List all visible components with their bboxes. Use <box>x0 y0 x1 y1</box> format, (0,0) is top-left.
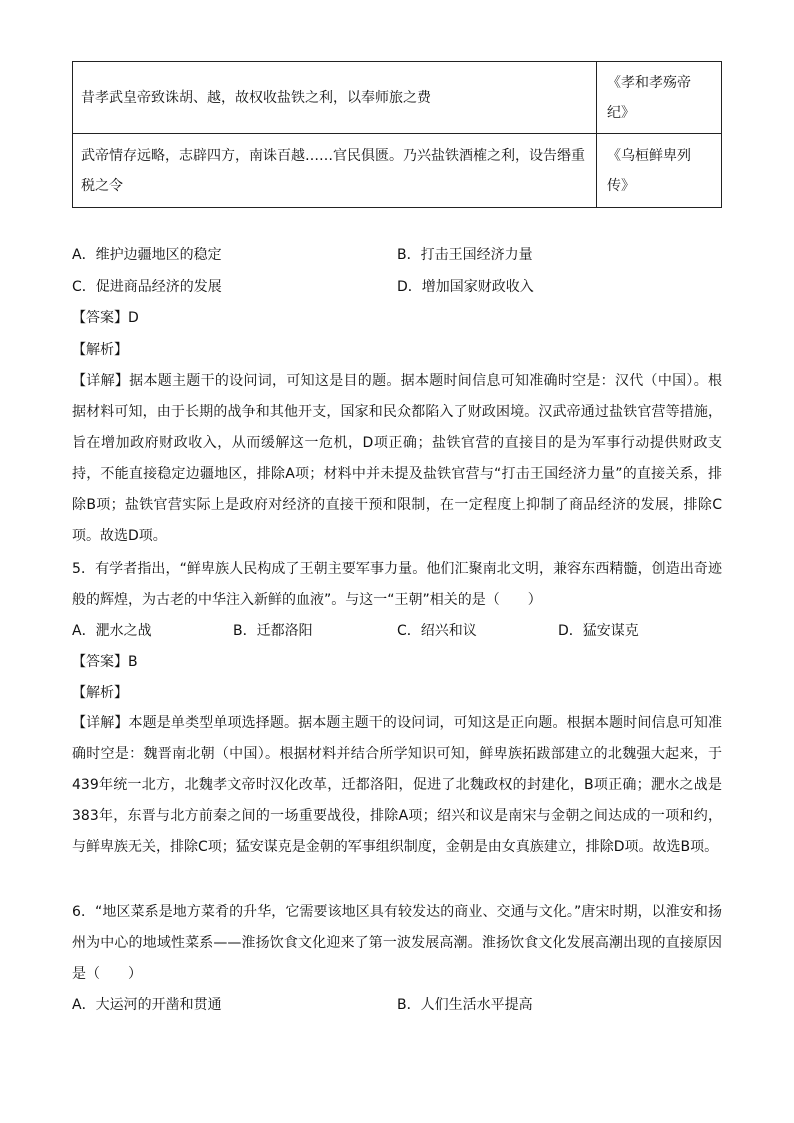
q5-analysis-label: 【解析】 <box>72 685 128 701</box>
q5-stem: 5．有学者指出，“鲜卑族人民构成了王朝主要军事力量。他们汇聚南北文明，兼容东西精髓，创造出奇迹般的辉煌，为古老的中华注入新鲜的血液”。与这一“王朝”相关的是（ ） <box>72 561 722 608</box>
q4-option-a: A．维护边疆地区的稳定 <box>72 247 222 263</box>
table-cell-text: 昔孝武皇帝致诛胡、越，故权收盐铁之利，以奉师旅之费 <box>73 62 597 134</box>
table-row <box>73 62 722 134</box>
q6-option-a: A．大运河的开凿和贯通 <box>72 997 222 1013</box>
q6-option-b: B．人们生活水平提高 <box>397 997 533 1013</box>
table-cell-source: 《乌桓鲜卑列传》 <box>597 134 722 208</box>
table-cell-text: 武帝情存远略，志辟四方，南诛百越……官民俱匮。乃兴盐铁酒榷之利，设告缗重税之令 <box>73 134 597 208</box>
q4-answer: 【答案】D <box>72 310 139 326</box>
q4-option-d: D．增加国家财政收入 <box>397 279 534 295</box>
q5-answer: 【答案】B <box>72 654 138 670</box>
table-row <box>73 134 722 208</box>
q4-analysis-label: 【解析】 <box>72 342 128 358</box>
q5-detail: 【详解】本题是单类型单项选择题。据本题主题干的设问词，可知这是正向题。根据本题时间信息可知准确时空是：魏晋南北朝（中国）。根据材料并结合所学知识可知，鲜卑族拓跋部建立的北魏强大起来，于439年统一北方，北魏孝文帝时汉化改革，迁都洛阳，促进了北魏政权的封建化，B项正确；淝水之战是383年，东晋与北方前秦之间的一场重要战役，排除A项；绍兴和议是南宋与金朝之间达成的一项和约，与鲜卑族无关，排除C项；猛安谋克是金朝的军事组织制度，金朝是由女真族建立，排除D项。故选B项。 <box>72 715 722 855</box>
q5-option-b: B．迁都洛阳 <box>233 623 313 639</box>
q5-option-a: A．淝水之战 <box>72 623 152 639</box>
q4-option-c: C．促进商品经济的发展 <box>72 279 222 295</box>
source-table <box>72 61 722 208</box>
q6-stem: 6．“地区菜系是地方菜肴的升华，它需要该地区具有较发达的商业、交通与文化。”唐宋时期，以淮安和扬州为中心的地域性菜系——淮扬饮食文化迎来了第一波发展高潮。淮扬饮食文化发展高潮出现的直接原因是（ ） <box>72 904 722 982</box>
q5-option-d: D．猛安谋克 <box>558 623 639 639</box>
q5-option-c: C．绍兴和议 <box>397 623 477 639</box>
q4-option-b: B．打击王国经济力量 <box>397 247 533 263</box>
table-cell-source: 《孝和孝殇帝纪》 <box>597 62 722 134</box>
q4-detail: 【详解】据本题主题干的设问词，可知这是目的题。据本题时间信息可知准确时空是：汉代（中国）。根据材料可知，由于长期的战争和其他开支，国家和民众都陷入了财政困境。汉武帝通过盐铁官营等措施，旨在增加政府财政收入，从而缓解这一危机，D项正确；盐铁官营的直接目的是为军事行动提供财政支持，不能直接稳定边疆地区，排除A项；材料中并未提及盐铁官营与“打击王国经济力量”的直接关系，排除B项；盐铁官营实际上是政府对经济的直接干预和限制，在一定程度上抑制了商品经济的发展，排除C项。故选D项。 <box>72 373 722 544</box>
